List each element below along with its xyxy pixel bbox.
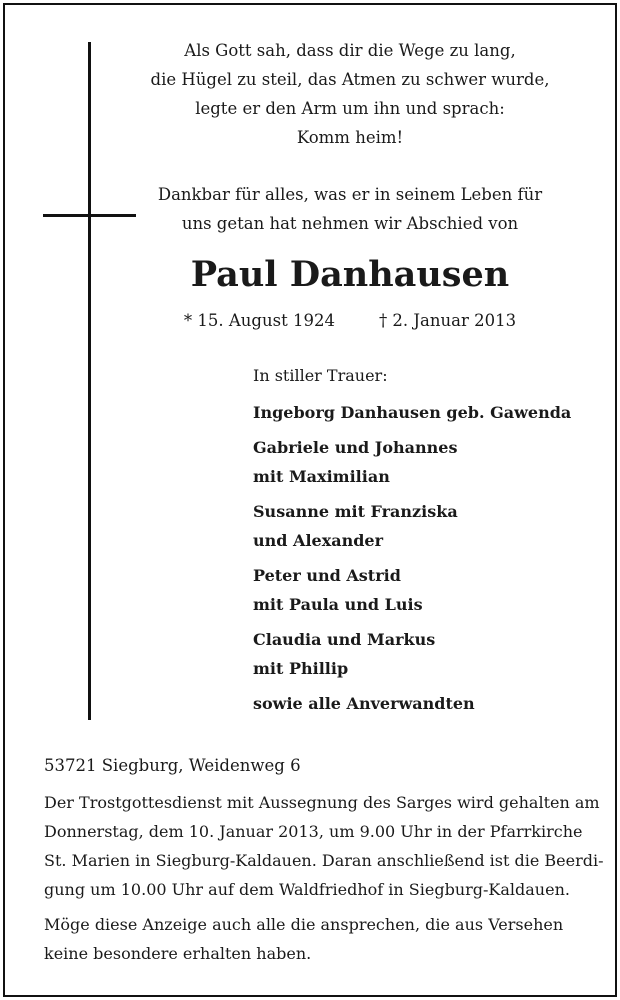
- mourner-line: mit Phillip: [253, 659, 349, 678]
- birth-date: * 15. August 1924: [183, 311, 335, 330]
- mourner-line: und Alexander: [253, 531, 384, 550]
- address: 53721 Siegburg, Weidenweg 6: [44, 756, 301, 775]
- verse: [140, 36, 560, 152]
- notice-line: Möge diese Anzeige auch alle die ansprechen, die aus Versehen: [44, 915, 564, 934]
- mourner-group: [253, 433, 593, 491]
- farewell-line: uns getan hat nehmen wir Abschied von: [181, 214, 519, 233]
- cross-horizontal-bar: [43, 214, 136, 217]
- mourners-intro: In stiller Trauer:: [253, 366, 388, 385]
- service-line: gung um 10.00 Uhr auf dem Waldfriedhof in Siegburg-Kaldauen.: [44, 880, 570, 899]
- mourner-group: [253, 561, 593, 619]
- mourner-line: Susanne mit Franziska: [253, 502, 458, 521]
- mourners-list: [253, 364, 593, 724]
- mourner-group: [253, 689, 593, 718]
- verse-line: legte er den Arm um ihn und sprach:: [195, 99, 505, 118]
- mourner-line: mit Paula und Luis: [253, 595, 423, 614]
- farewell-text: [140, 180, 560, 238]
- verse-line: Als Gott sah, dass dir die Wege zu lang,: [184, 41, 516, 60]
- mourner-line: Peter und Astrid: [253, 566, 401, 585]
- mourner-line: Gabriele und Johannes: [253, 438, 458, 457]
- closing-notice: [44, 910, 578, 968]
- verse-line: die Hügel zu steil, das Atmen zu schwer wurde,: [150, 70, 550, 89]
- cross-vertical-bar: [88, 42, 91, 720]
- mourner-line: Claudia und Markus: [253, 630, 436, 649]
- verse-line: Komm heim!: [296, 128, 404, 147]
- life-dates: [140, 308, 560, 334]
- mourner-group: [253, 398, 593, 427]
- service-line: Donnerstag, dem 10. Januar 2013, um 9.00 Uhr in der Pfarrkirche: [44, 822, 583, 841]
- service-info: [44, 788, 604, 904]
- service-line: St. Marien in Siegburg-Kaldauen. Daran anschließend ist die Beerdi-: [44, 851, 604, 870]
- mourner-group: [253, 625, 593, 683]
- mourner-group: [253, 497, 593, 555]
- notice-line: keine besondere erhalten haben.: [44, 944, 312, 963]
- deceased-name: Paul Danhausen: [190, 254, 510, 295]
- death-date: † 2. Januar 2013: [378, 311, 517, 330]
- mourner-line: Ingeborg Danhausen geb. Gawenda: [253, 403, 572, 422]
- service-line: Der Trostgottesdienst mit Aussegnung des Sarges wird gehalten am: [44, 793, 600, 812]
- mourner-line: sowie alle Anverwandten: [253, 694, 475, 713]
- farewell-line: Dankbar für alles, was er in seinem Leben für: [157, 185, 543, 204]
- mourner-line: mit Maximilian: [253, 467, 390, 486]
